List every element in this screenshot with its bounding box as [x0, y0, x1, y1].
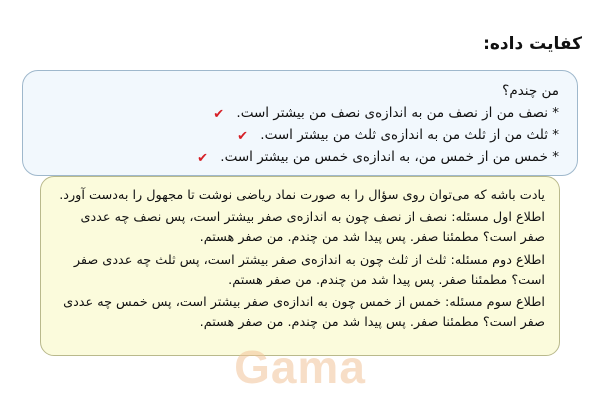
check-mark-icon: ✔ — [237, 128, 248, 144]
answer-paragraph: اطلاع دوم مسئله: ثلث از ثلث چون به اندازه‌ی صفر بیشتر است، پس ثلث چه عددی صفر است؟ مطمئنا صفر. پس پیدا شد من چندم. من صفر هستم. — [73, 252, 545, 288]
page-title: کفایت داده: — [483, 34, 582, 54]
answer-paragraph: اطلاع سوم مسئله: خمس از خمس چون به اندازه‌ی صفر بیشتر است، پس خمس چه عددی صفر است؟ مطمئنا صفر. پس پیدا شد من چندم. من صفر هستم. — [63, 295, 545, 331]
answer-text — [55, 186, 545, 336]
check-mark-icon: ✔ — [213, 106, 225, 122]
question-line-text: * نصف من از نصف من به اندازه‌ی نصف من بیشتر است. — [236, 104, 559, 121]
question-line-text: * ثلث من از ثلث من به اندازه‌ی ثلث من بیشتر است. — [260, 126, 559, 143]
check-mark-icon: ✔ — [197, 150, 208, 166]
question-line — [41, 125, 559, 147]
answer-paragraph: اطلاع اول مسئله: نصف از نصف چون به اندازه‌ی صفر بیشتر است، پس نصف چه عددی صفر است؟ مطمئنا صفر. پس پیدا شد من چندم. من صفر هستم. — [80, 210, 545, 246]
answer-card — [40, 176, 560, 356]
answer-paragraph: یادت باشه که می‌توان روی سؤال را به صورت نماد ریاضی نوشت تا مجهول را به‌دست آورد. — [59, 188, 545, 203]
watermark-logo: Gama — [234, 341, 366, 393]
question-line-text: من چندم؟ — [502, 83, 559, 99]
question-lines — [41, 81, 559, 168]
question-line-text: * خمس من از خمس من، به اندازه‌ی خمس من بیشتر است. — [220, 148, 559, 165]
question-line — [41, 103, 559, 125]
question-line — [41, 81, 559, 103]
question-card — [22, 70, 578, 176]
question-line — [41, 147, 559, 169]
